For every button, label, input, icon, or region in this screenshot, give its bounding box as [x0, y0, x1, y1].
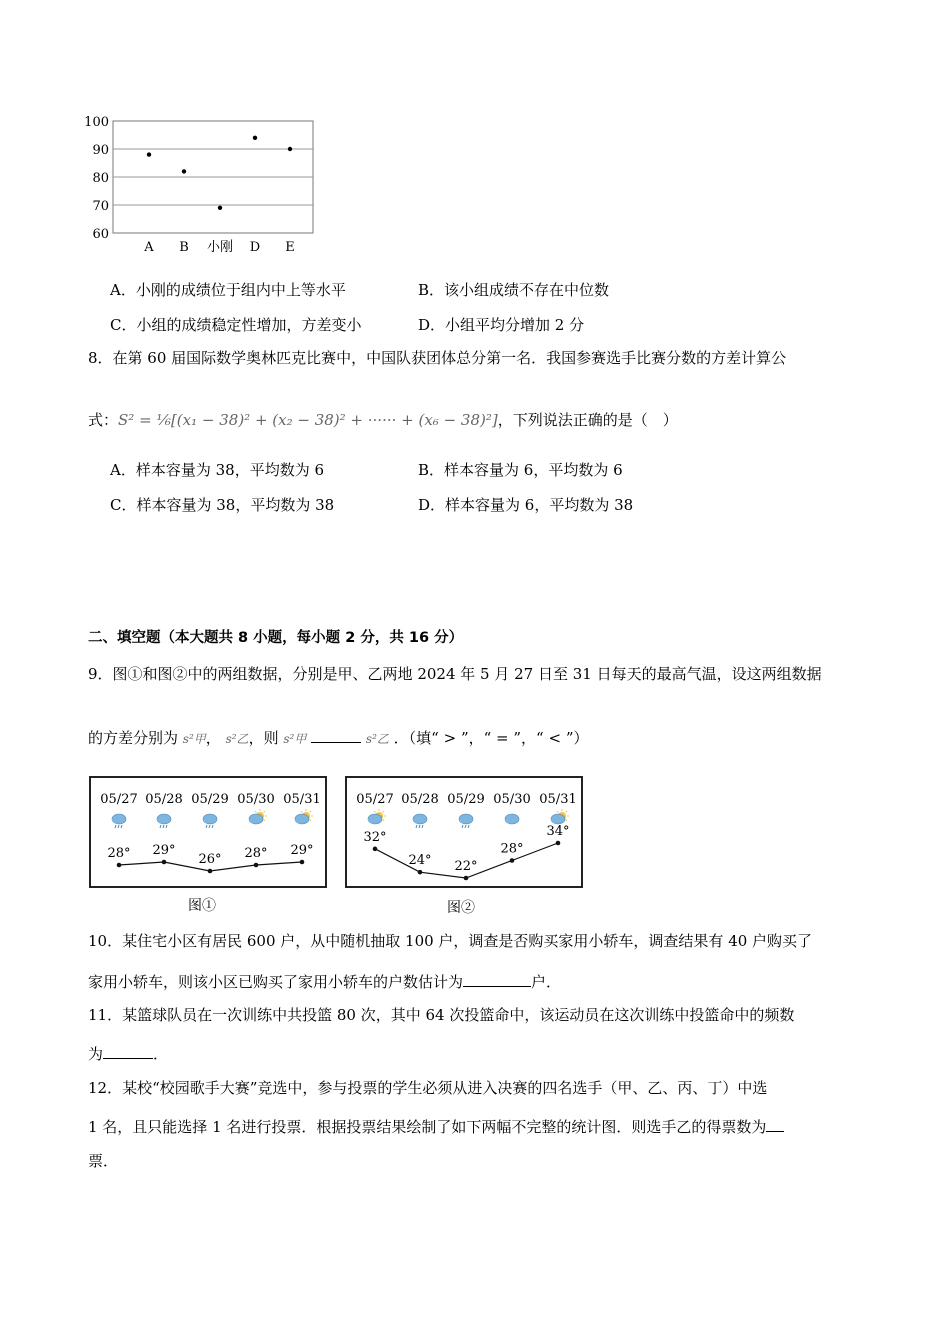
q9-stem-line1: 9．图①和图②中的两组数据，分别是甲、乙两地 2024 年 5 月 27 日至 31 日每天的最高气温，设这两组数据 [88, 665, 822, 683]
variance-formula: S² = ⅙[(x₁ − 38)² + (x₂ − 38)² + ······ + (x₆ − 38)²] [118, 411, 498, 429]
x-tick-label: A [144, 240, 154, 255]
y-tick-label: 60 [92, 227, 109, 242]
rain-icon [157, 814, 171, 828]
date-label: 05/28 [401, 792, 439, 807]
temperature-point [373, 847, 378, 852]
x-tick-label: D [249, 240, 261, 255]
temperature-label: 29° [290, 843, 314, 858]
temperature-point [162, 860, 167, 865]
temperature-label: 28° [500, 841, 524, 857]
section-title-fill-in: 二、填空题（本大题共 8 小题，每小题 2 分，共 16 分） [88, 630, 464, 646]
weather-chart-1 [89, 776, 327, 888]
q7-option-c: C．小组的成绩稳定性增加，方差变小 [110, 316, 362, 334]
temperature-point [300, 860, 305, 865]
q11-text-a: 为 [88, 1045, 104, 1063]
s-yi-squared: s²乙 [225, 732, 249, 746]
temperature-label: 29° [152, 843, 176, 858]
temperature-point [418, 870, 423, 875]
temperature-label: 26° [198, 852, 222, 867]
q11-answer-blank [103, 1042, 153, 1059]
sunny-cloud-icon [249, 809, 267, 824]
q8-option-d: D．样本容量为 6，平均数为 38 [418, 496, 634, 514]
date-label: 05/31 [283, 792, 321, 807]
data-point [253, 136, 257, 140]
x-tick-label: E [285, 240, 295, 255]
y-tick-label: 90 [92, 143, 109, 158]
y-tick-label: 80 [92, 171, 109, 186]
temperature-label: 22° [454, 859, 478, 874]
s-jia-squared-2: s²甲 [283, 732, 307, 746]
q8-option-a: A．样本容量为 38，平均数为 6 [110, 461, 325, 479]
q9-stem-line2 [88, 726, 589, 749]
q11-text-b: ． [153, 1045, 169, 1063]
chart-2-caption: 图② [447, 900, 475, 916]
temperature-point [117, 863, 122, 868]
q9-text-b: ．（填“ > ”，“ = ”，“ < ”） [393, 729, 589, 747]
temperature-label: 24° [408, 853, 432, 869]
date-label: 05/30 [493, 792, 531, 807]
s-yi-squared-2: s²乙 [365, 732, 389, 746]
q10-text-a: 家用小轿车，则该小区已购买了家用小轿车的户数估计为 [88, 973, 464, 991]
q11-stem-line1: 11．某篮球队员在一次训练中共投篮 80 次，其中 64 次投篮命中，该运动员在这次训练中投篮命中的频数 [88, 1006, 795, 1024]
q8-option-c: C．样本容量为 38，平均数为 38 [110, 496, 335, 514]
temperature-label: 32° [363, 829, 387, 845]
rain-icon [203, 814, 217, 828]
data-point [218, 206, 222, 210]
temperature-label: 28° [244, 846, 268, 861]
sunny-cloud-icon [368, 809, 386, 824]
q7-option-d: D．小组平均分增加 2 分 [418, 316, 585, 334]
q12-stem-line1: 12．某校“校园歌手大赛”竞选中，参与投票的学生必须从进入决赛的四名选手（甲、乙、丙、丁）中选 [88, 1079, 768, 1097]
temperature-point [556, 841, 561, 846]
temperature-point [208, 869, 213, 874]
q8-prefix: 式： [88, 411, 119, 429]
q7-option-b: B．该小组成绩不存在中位数 [418, 281, 610, 299]
q7-option-a: A．小刚的成绩位于组内中上等水平 [110, 281, 346, 299]
temperature-point [254, 863, 259, 868]
temperature-point [464, 876, 469, 881]
date-label: 05/31 [539, 792, 577, 807]
sunny-cloud-icon [295, 809, 313, 824]
date-label: 05/29 [191, 792, 229, 807]
weather-chart-2 [345, 776, 583, 888]
cloud-icon [505, 814, 519, 824]
date-label: 05/30 [237, 792, 275, 807]
q12-text: 1 名，且只能选择 1 名进行投票．根据投票结果绘制了如下两幅不完整的统计图．则选手乙的得票数为 [88, 1118, 767, 1136]
rain-icon [413, 814, 427, 828]
data-point [182, 169, 186, 173]
q8-stem-line1: 8．在第 60 届国际数学奥林匹克比赛中，中国队获团体总分第一名．我国参赛选手比赛分数的方差计算公 [88, 349, 787, 367]
q9-text-a: 的方差分别为 [88, 729, 179, 747]
q10-text-b: 户． [531, 973, 562, 991]
data-point [147, 152, 151, 156]
date-label: 05/29 [447, 792, 485, 807]
date-label: 05/27 [100, 792, 138, 807]
rain-icon [112, 814, 126, 828]
sunny-cloud-icon [551, 809, 569, 824]
q11-stem-line2 [88, 1042, 168, 1064]
q8-option-b: B．样本容量为 6，平均数为 6 [418, 461, 623, 479]
q12-stem-line2 [88, 1115, 784, 1137]
q10-answer-blank [463, 970, 531, 987]
y-tick-label: 70 [92, 199, 109, 214]
q9-comma: ， [205, 729, 221, 747]
q10-stem-line2 [88, 970, 561, 992]
q8-suffix: ，下列说法正确的是（ ） [497, 411, 678, 429]
x-tick-label: 小刚 [206, 240, 234, 255]
date-label: 05/28 [145, 792, 183, 807]
q12-answer-blank [766, 1115, 784, 1132]
chart-1-caption: 图① [188, 898, 216, 914]
q9-answer-blank [311, 726, 361, 743]
temperature-label: 28° [107, 846, 131, 861]
y-tick-label: 100 [84, 115, 109, 130]
x-tick-label: B [179, 240, 189, 255]
temperature-point [510, 858, 515, 863]
data-point [288, 147, 292, 151]
q9-then: ，则 [248, 729, 279, 747]
s-jia-squared: s²甲 [182, 732, 206, 746]
q12-stem-line3: 票． [88, 1152, 119, 1170]
date-label: 05/27 [356, 792, 394, 807]
score-scatter-chart [80, 110, 340, 260]
q10-stem-line1: 10．某住宅小区有居民 600 户，从中随机抽取 100 户，调查是否购买家用小轿车，调查结果有 40 户购买了 [88, 932, 813, 950]
temperature-label: 34° [546, 824, 570, 839]
q8-stem-line2 [88, 410, 678, 430]
rain-icon [459, 814, 473, 828]
